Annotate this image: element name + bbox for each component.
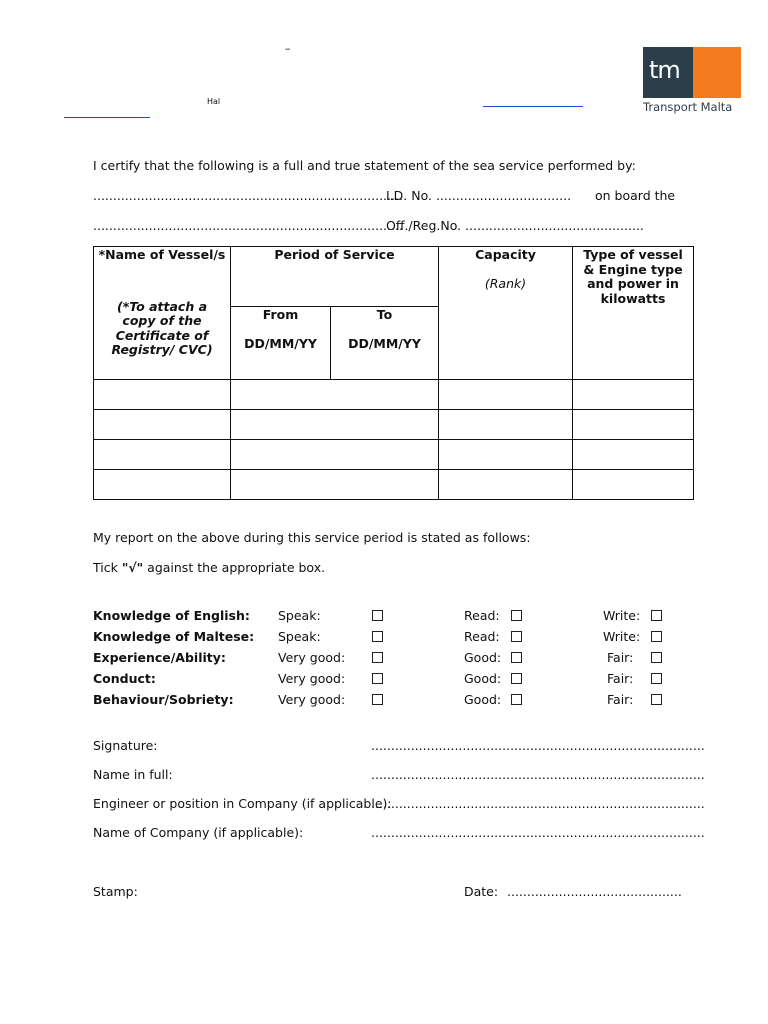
header-dash: – [285,42,291,55]
sea-service-table [93,246,694,500]
header-period [231,247,439,307]
company-name-label: Name of Company (if applicable): [93,825,304,840]
logo-orange-block [693,47,741,98]
capacity-note: (Rank) [484,275,527,291]
header-link-right[interactable] [483,106,583,107]
header-to [331,307,439,380]
header-mark: Hal [207,97,221,106]
logo-name: Transport Malta [643,100,733,114]
vessel-name-heading: *Name of Vessel/s [98,247,226,262]
header-capacity [439,247,573,380]
rating-option-3: Fair: [607,650,634,665]
from-date-format: DD/MM/YY [244,335,317,351]
to-date-format: DD/MM/YY [348,335,421,351]
rating-option-3: Write: [603,608,641,623]
checkbox-2[interactable] [511,652,522,663]
header-vessel-type [573,247,694,380]
capacity-cell[interactable] [439,410,573,440]
rating-option-1: Speak: [278,608,321,623]
logo-letters: tm [649,56,680,84]
checkbox-1[interactable] [372,652,383,663]
name-dots-field[interactable]: .............................................................................. [93,188,403,203]
certify-statement: I certify that the following is a full and true statement of the sea service performed by: [93,158,636,173]
vessel-cell[interactable] [94,440,231,470]
period-cell[interactable] [231,410,439,440]
rating-option-2: Read: [464,608,500,623]
tick-mark: "√" [121,560,144,575]
header-link-left[interactable] [64,117,150,118]
off-reg-field[interactable]: Off./Reg.No. ............................................. [386,218,644,233]
checkbox-1[interactable] [372,631,383,642]
on-board-label: on board the [595,188,676,203]
name-in-full-field[interactable]: .................................................................................... [371,767,705,782]
rating-label: Knowledge of Maltese: [93,629,255,644]
vessel-name-note: (*To attach a copy of the Certificate of Registry/ CVC) [111,298,213,357]
capacity-heading: Capacity [475,247,536,262]
checkbox-3[interactable] [651,694,662,705]
rating-label: Behaviour/Sobriety: [93,692,234,707]
tick-suffix: against the appropriate box. [143,560,326,575]
type-cell[interactable] [573,470,694,500]
header-vessel-name [94,247,231,380]
table-row [94,380,694,410]
rating-option-3: Write: [603,629,641,644]
capacity-cell[interactable] [439,380,573,410]
rating-option-2: Read: [464,629,500,644]
header-from [231,307,331,380]
report-statement: My report on the above during this service period is stated as follows: [93,530,531,545]
capacity-cell[interactable] [439,470,573,500]
table-row [94,440,694,470]
rating-option-1: Very good: [278,650,346,665]
checkbox-1[interactable] [372,610,383,621]
rating-option-2: Good: [464,650,502,665]
date-label: Date: [464,884,499,899]
period-cell[interactable] [231,470,439,500]
signature-label: Signature: [93,738,158,753]
vessel-dots-field[interactable]: .............................................................................. [93,218,403,233]
table-row [94,410,694,440]
rating-option-3: Fair: [607,671,634,686]
type-cell[interactable] [573,410,694,440]
to-heading: To [376,307,393,322]
rating-option-2: Good: [464,671,502,686]
rating-option-1: Very good: [278,671,346,686]
checkbox-3[interactable] [651,631,662,642]
period-cell[interactable] [231,380,439,410]
checkbox-2[interactable] [511,631,522,642]
rating-label: Conduct: [93,671,156,686]
vessel-cell[interactable] [94,470,231,500]
type-cell[interactable] [573,380,694,410]
rating-label: Knowledge of English: [93,608,250,623]
vessel-cell[interactable] [94,380,231,410]
capacity-cell[interactable] [439,440,573,470]
type-cell[interactable] [573,440,694,470]
vessel-cell[interactable] [94,410,231,440]
tick-prefix: Tick [93,560,122,575]
checkbox-3[interactable] [651,673,662,684]
company-name-field[interactable]: .................................................................................... [371,825,705,840]
period-cell[interactable] [231,440,439,470]
engineer-position-field[interactable]: .................................................................................... [371,796,705,811]
rating-option-3: Fair: [607,692,634,707]
from-heading: From [262,307,299,322]
signature-field[interactable]: .................................................................................... [371,738,705,753]
vessel-type-heading: Type of vessel & Engine type and power in kilowatts [583,247,683,306]
rating-option-1: Speak: [278,629,321,644]
table-row [94,470,694,500]
checkbox-3[interactable] [651,652,662,663]
checkbox-2[interactable] [511,694,522,705]
checkbox-3[interactable] [651,610,662,621]
rating-option-2: Good: [464,692,502,707]
name-in-full-label: Name in full: [93,767,173,782]
checkbox-2[interactable] [511,673,522,684]
checkbox-1[interactable] [372,673,383,684]
period-heading: Period of Service [274,247,395,262]
date-field[interactable]: ............................................ [507,884,682,899]
id-no-field[interactable]: I.D. No. .................................. [386,188,572,203]
rating-option-1: Very good: [278,692,346,707]
engineer-position-label: Engineer or position in Company (if applicable): [93,796,392,811]
checkbox-1[interactable] [372,694,383,705]
stamp-label: Stamp: [93,884,138,899]
tick-instruction [93,560,325,575]
checkbox-2[interactable] [511,610,522,621]
rating-label: Experience/Ability: [93,650,226,665]
